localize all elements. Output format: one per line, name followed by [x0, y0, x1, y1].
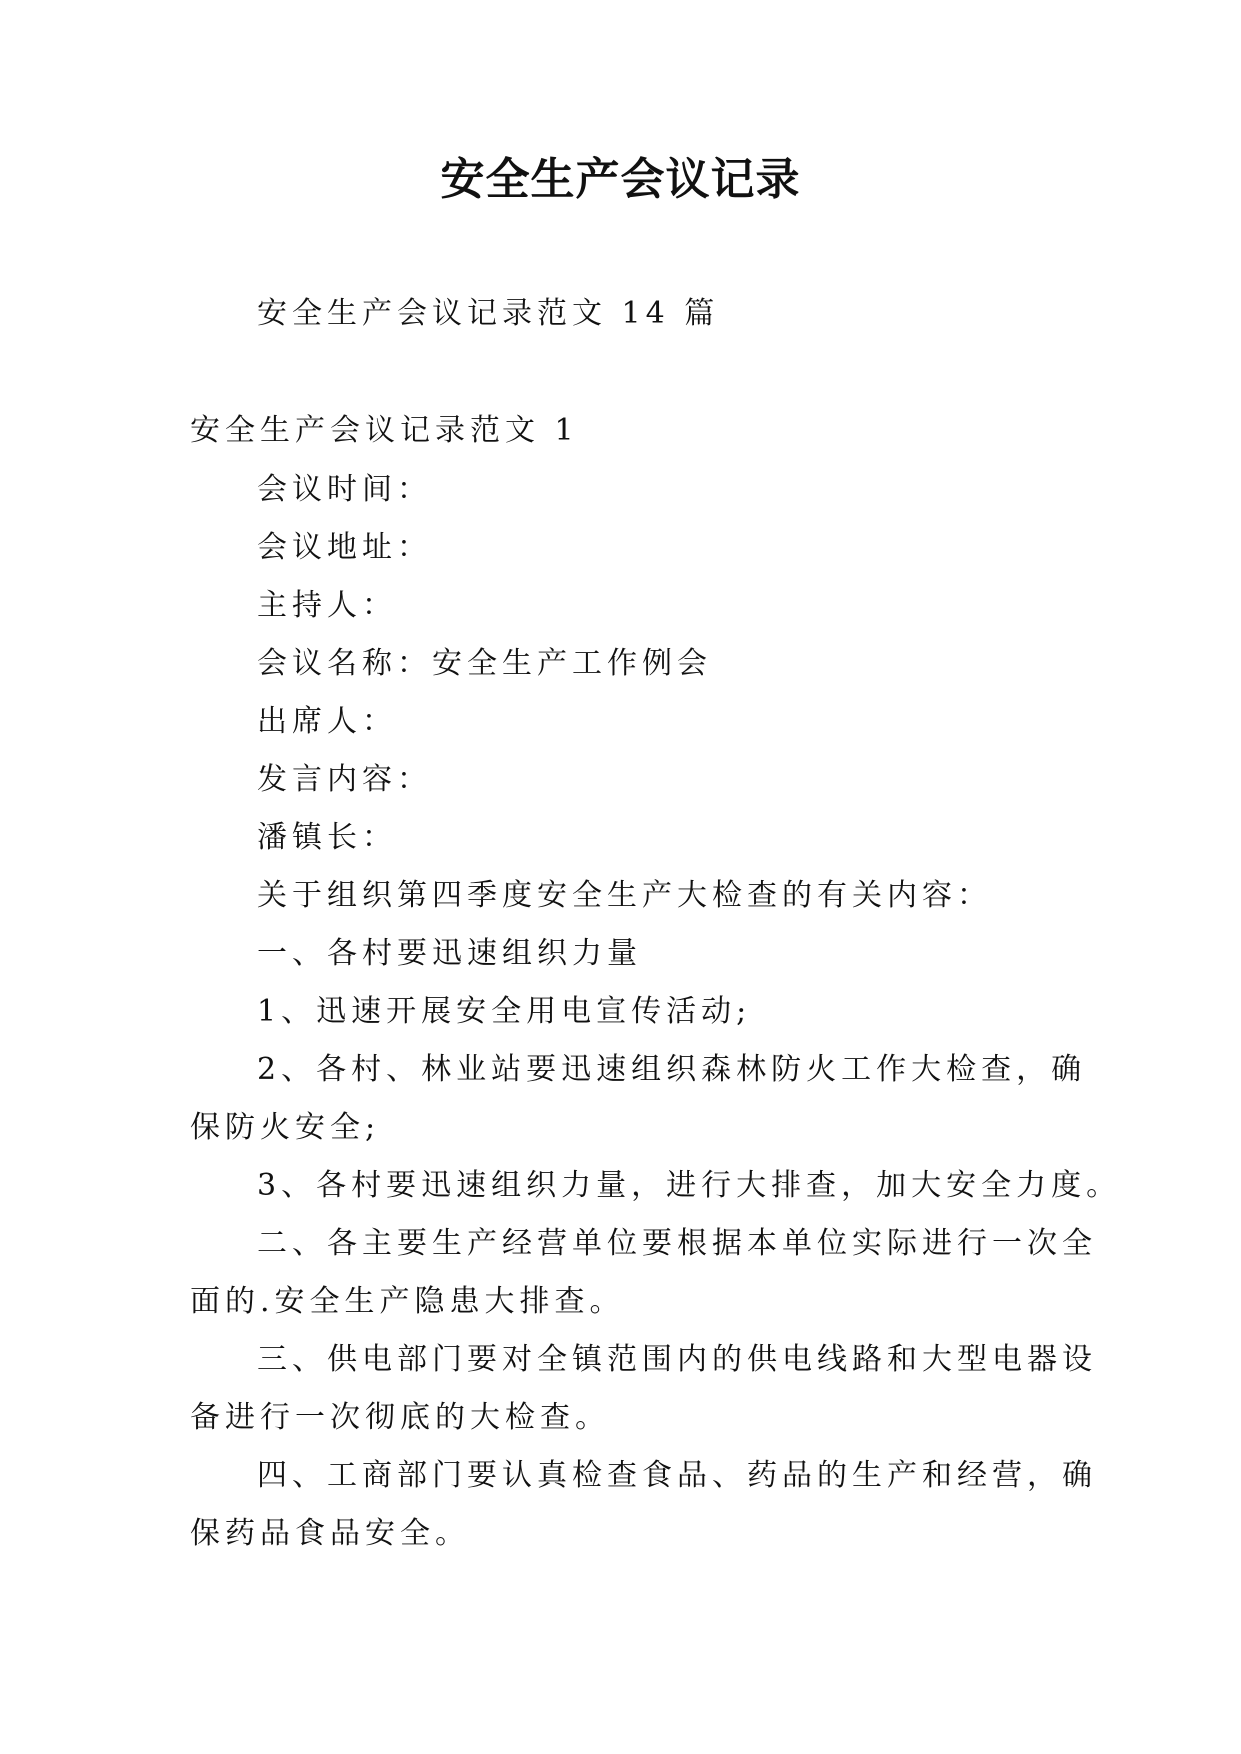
paragraph-line: 一、各村要迅速组织力量 — [257, 936, 642, 971]
speech-content-line: 发言内容： — [257, 762, 432, 797]
document-subtitle: 安全生产会议记录范文 14 篇 — [257, 296, 720, 331]
paragraph-line: 面的.安全生产隐患大排查。 — [190, 1284, 625, 1319]
paragraph-line: 2、各村、林业站要迅速组织森林防火工作大检查，确 — [257, 1052, 1087, 1087]
meeting-address-line: 会议地址： — [257, 530, 432, 565]
paragraph-line: 1、迅速开展安全用电宣传活动; — [257, 994, 752, 1029]
paragraph-line: 备进行一次彻底的大检查。 — [190, 1400, 610, 1435]
section-heading: 安全生产会议记录范文 1 — [190, 413, 579, 448]
speaker-line: 潘镇长： — [257, 820, 397, 855]
meeting-time-line: 会议时间： — [257, 472, 432, 507]
host-line: 主持人： — [257, 588, 397, 623]
meeting-name-line: 会议名称：安全生产工作例会 — [257, 646, 712, 681]
document-title: 安全生产会议记录 — [440, 154, 801, 205]
paragraph-line: 保防火安全; — [190, 1110, 381, 1145]
paragraph-line: 四、工商部门要认真检查食品、药品的生产和经营，确 — [257, 1458, 1097, 1493]
paragraph-line: 3、各村要迅速组织力量，进行大排查，加大安全力度。 — [257, 1168, 1122, 1203]
attendees-line: 出席人： — [257, 704, 397, 739]
paragraph-line: 关于组织第四季度安全生产大检查的有关内容： — [257, 878, 992, 913]
paragraph-line: 二、各主要生产经营单位要根据本单位实际进行一次全 — [257, 1226, 1097, 1261]
paragraph-line: 三、供电部门要对全镇范围内的供电线路和大型电器设 — [257, 1342, 1097, 1377]
paragraph-line: 保药品食品安全。 — [190, 1516, 470, 1551]
